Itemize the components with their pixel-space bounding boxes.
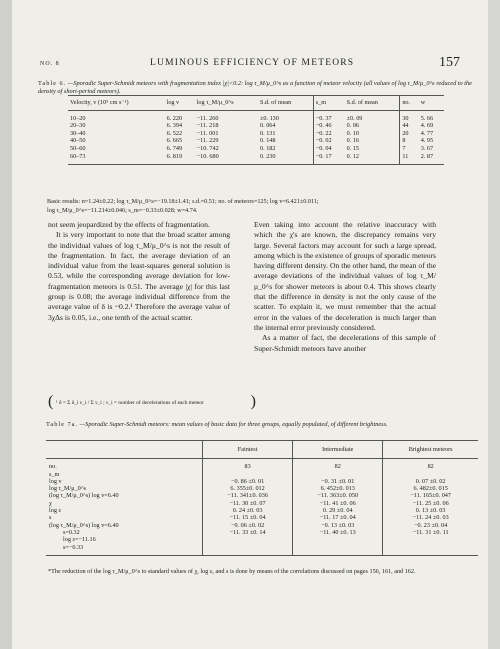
table6-header-cell: log v: [165, 96, 195, 111]
table7a-header-cell: Brightest meteors: [383, 441, 478, 459]
table6-col-log-tau: −11. 260 −11. 218 −11. 001 −11. 229 −10. 742 −10. 680: [196, 114, 219, 160]
table6-col-s-m: −0. 37 −0. 46 −0. 22 −0. 02 −0. 04 −0. 17: [313, 110, 344, 165]
table6-header-cell: S.d. of mean: [345, 96, 400, 111]
paragraph: Even taking into account the relative inaccuracy with which the χ's are known, the discrepancy remains very large. Several factors may account for such a large spread, among which is the existence of groups of sporadic meteors having different density. On the other hand, the mean of the average deviations of the individual values of log τ_M/μ_0^s for shower meteors is about 0.4. This shows clearly that the difference in density is not the only cause of the scatter. To explain it, we must remember that the actual error in the values of the deceleration is much larger than the internal error previously considered.: [254, 220, 436, 332]
table6-col-w: 5. 66 4. 69 4. 77 4. 95 3. 67 2. 87: [420, 114, 434, 160]
table7a-col-brightest: 82 0. 07 ±0. 02 6. 482±0. 015 −11. 165±0. 047 −11. 25 ±0. 06 0. 13 ±0. 03 −11. 24 ±0. 03 −0. 23 ±0. 04 −11. 31 ±0. 11: [383, 459, 478, 556]
table6-header-cell: S.d. of mean: [258, 96, 313, 111]
right-page-edge: [488, 0, 500, 649]
table6: [68, 95, 444, 165]
table6-header-cell: Velocity, v (10⁵ cm s⁻¹): [68, 96, 165, 111]
paragraph: not seem jeopardized by the effects of fragmentation.: [48, 220, 210, 229]
table7a-col-intermediate: 82 −0. 31 ±0. 01 6. 452±0. 013 −11. 363±0. 050 −11. 41 ±0. 06 0. 29 ±0. 04 −11. 17 ±0. 04 −0. 13 ±0. 03 −11. 40 ±0. 13: [293, 459, 383, 556]
table6-body: [68, 110, 444, 165]
table7a-header-cell: Intermediate: [293, 441, 383, 459]
table6-col-log-r: 6. 220 6. 394 6. 522 6. 665 6. 749 6. 819: [166, 114, 183, 160]
table7a-row-labels: no. s_m log v log τ_M/μ_0^s (log τ_M/μ_0^s) log v=6.40 χ log ε s (log τ_M/μ_0^s) log v=6.40 s=0.32 log ε=−11.16 s=−0.33: [49, 463, 119, 551]
body-text-left: [48, 220, 230, 323]
table7a-header-cell: [46, 441, 203, 459]
table6-col-sd-mean-1: ±0. 130 0. 064 0. 131 0. 148 0. 182 0. 230: [260, 114, 279, 160]
table6-header-cell: w: [419, 96, 444, 111]
table6-caption: Table 6. —Sporadic Super-Schmidt meteors with fragmentation index |χ|<0.2: log τ_M/μ_0^s as a function of meteor velocity (all values of log τ_M/μ_0^s reduced to the density of short-period meteors).: [38, 80, 472, 95]
left-page-edge: [0, 0, 12, 649]
page-number: 157: [439, 55, 460, 70]
issue-number: NO. 8: [40, 61, 60, 67]
table7a-body: [46, 459, 478, 556]
table6-header-cell: log τ_M/μ_0^s: [195, 96, 258, 111]
table7a-header-row: [46, 441, 478, 459]
table6-header-row: [68, 96, 444, 111]
paragraph: As a matter of fact, the decelerations of this sample of Super-Schmidt meteors have another: [254, 333, 436, 353]
table6-col-no: 30 44 20 8 7 11: [400, 110, 419, 165]
footnote-formula: ( ¹ δ = Σ δ_i ν_i / Σ ν_i ; ν_i = number of decelerations of each meteor ): [48, 393, 256, 410]
table7a-col-faintest: 83 −0. 86 ±0. 01 6. 355±0. 012 −11. 341±0. 036 −11. 30 ±0. 07 0. 24 ±0. 03 −11. 15 ±0. 04 −0. 06 ±0. 02 −11. 33 ±0. 14: [203, 459, 293, 556]
table6-col-velocity: 10–20 20–30 30–40 40–50 50–60 60–73: [70, 114, 86, 160]
scanned-page: [12, 0, 488, 649]
paragraph: It is very important to note that the broad scatter among the individual values of log τ_M/μ_0^s is not the result of the fragmentation. In fact, the average deviation of an individual value from the least-squares general solution is 0.53, while the corresponding average deviation for low-fragmentation meteors is 0.51. The average |χ| for this last group is 0.08; the average individual difference from the average value of δ is ~0.2.¹ Therefore the average value of 3χΔs is 0.05, i.e., one tenth of the actual scatter.: [48, 230, 230, 322]
table6-header-cell: s_m: [313, 96, 344, 111]
basic-results: Basic results: n=1.24±0.22; log τ_M/μ_0^s=−19.18±1.41; s.d.=0.51; no. of meteors=125; log v=6.421±0.011; log τ_M/μ_0^s=−11.214±0.046; s_m=−0.33±0.028; w=4.74.: [47, 198, 319, 214]
body-text-right: [254, 220, 436, 354]
table6-col-sd-mean-2: ±0. 09 0. 06 0. 10 0. 16 0. 15 0. 12: [346, 114, 363, 160]
running-title: LUMINOUS EFFICIENCY OF METEORS: [150, 58, 355, 68]
table7a-caption: Table 7a. —Sporadic Super-Schmidt meteors: mean values of basic data for three groups, equally populated, of different brightness.: [46, 421, 388, 428]
table7a-header-cell: Faintest: [203, 441, 293, 459]
footnote: *The reduction of the log τ_M/μ_0^s to standard values of χ, log ε, and s is done by means of the correlations discussed on pages 156, 161, and 162.: [48, 568, 416, 575]
table7a: [46, 440, 478, 556]
table6-header-cell: no.: [400, 96, 419, 111]
